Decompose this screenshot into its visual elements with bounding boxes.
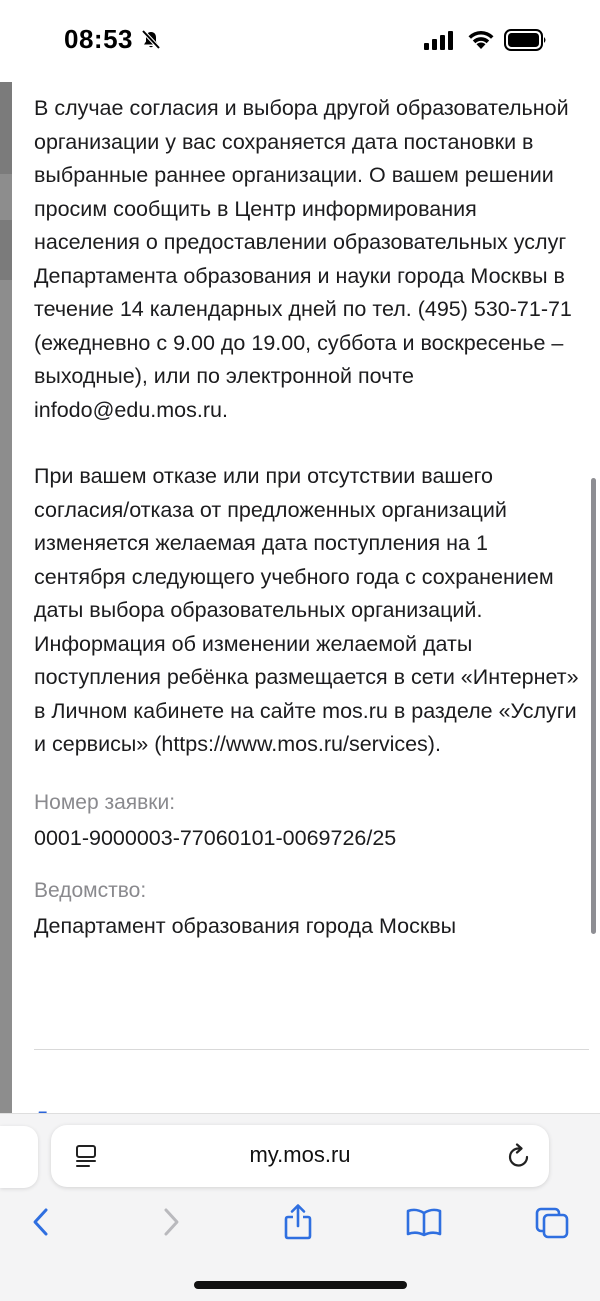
url-text[interactable]: my.mos.ru — [249, 1142, 351, 1167]
side-panel-edge — [0, 82, 12, 1114]
wifi-icon — [466, 27, 496, 51]
section-divider — [34, 1049, 589, 1050]
status-bar — [0, 0, 600, 82]
consent-paragraph: В случае согласия и выбора другой образовательной организации у вас сохраняется дата постановки в выбранные раннее организации. О вашем решении просим сообщить в Центр информирования населения о предоставлении образовательных услуг Департамента образования и науки города Москвы в течение 14 календарных дней по тел. (495) 530-71-71 (ежедневно с 9.00 до 19.00, суббота и воскресенье – выходные), или по электронной почте infodo@edu.mos.ru. — [34, 96, 572, 422]
application-number-label: Номер заявки: — [34, 790, 176, 814]
application-number-value: 0001-9000003-77060101-0069726/25 — [34, 825, 397, 850]
tabs-icon[interactable] — [535, 1207, 569, 1239]
department-label: Ведомство: — [34, 878, 147, 902]
battery-icon — [504, 28, 548, 52]
department-value: Департамент образования города Москвы — [34, 913, 457, 938]
reload-icon[interactable] — [507, 1143, 531, 1169]
browser-bottom-bar — [0, 1113, 600, 1301]
address-bar[interactable] — [51, 1125, 549, 1187]
bookmarks-icon[interactable] — [406, 1207, 442, 1237]
previous-tab-card[interactable] — [0, 1126, 38, 1188]
back-icon[interactable] — [30, 1207, 52, 1237]
bell-slash-icon — [140, 29, 162, 51]
refusal-paragraph: При вашем отказе или при отсутствии вашего согласия/отказа от предложенных организаций изменяется желаемая дата поступления на 1 сентября следующего учебного года с сохранением даты выбора образовательных организаций. Информация об изменении желаемой даты поступления ребёнка размещается в сети «Интернет» в Личном кабинете на сайте mos.ru в разделе «Услуги и сервисы» (https://www.mos.ru/services). — [34, 464, 579, 756]
forward-icon[interactable] — [160, 1207, 182, 1237]
home-indicator[interactable] — [194, 1281, 407, 1289]
share-icon[interactable] — [283, 1203, 313, 1241]
application-details — [34, 92, 582, 942]
status-time: 08:53 — [64, 24, 133, 54]
scroll-indicator[interactable] — [591, 478, 596, 934]
next-section-peek — [34, 1100, 64, 1114]
cellular-signal-icon — [424, 30, 456, 50]
